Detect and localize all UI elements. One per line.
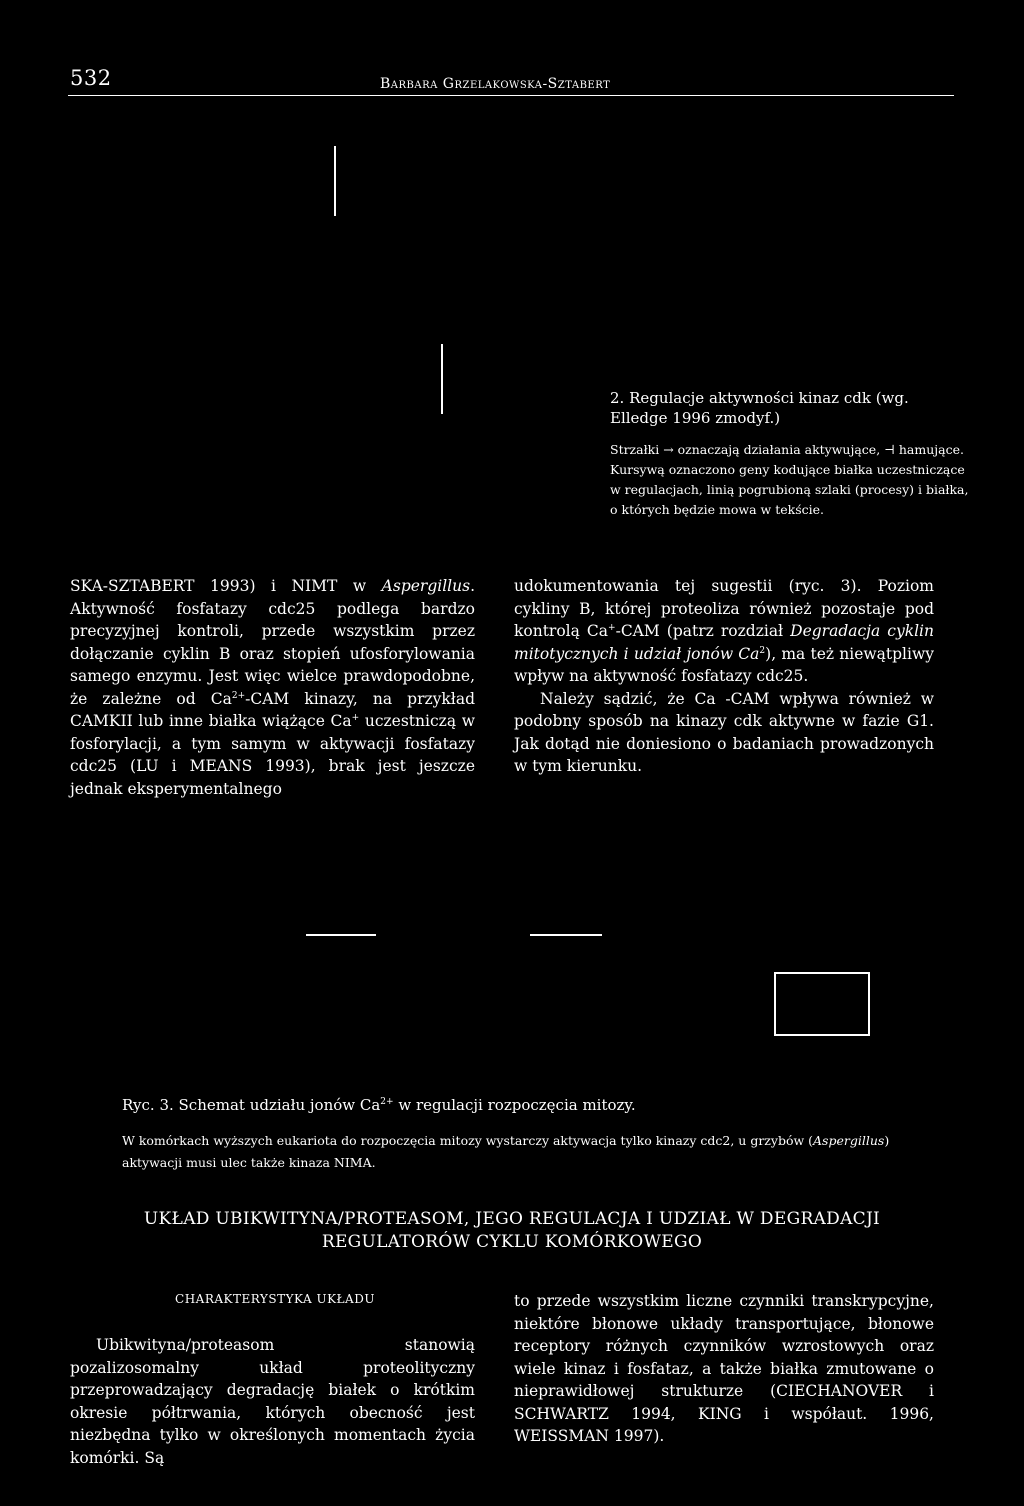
section-title-line1: UKŁAD UBIKWITYNA/PROTEASOM, JEGO REGULACJA I UDZIAŁ W DEGRADACJI — [143, 1209, 881, 1229]
figure3-note — [122, 1130, 952, 1174]
figure3-note-italic: Aspergillus — [813, 1133, 885, 1148]
left-text-italic: Aspergillus — [381, 577, 471, 595]
header-rule — [68, 95, 954, 96]
right-sup-1: + — [608, 622, 616, 633]
running-head: Barbara Grzelakowska-Sztabert — [380, 76, 611, 92]
left-paragraph — [70, 575, 475, 800]
right-text-c: ), ma też niewątpliwy wpływ na aktywność fosfatazy cdc25. — [514, 644, 934, 685]
figure3-line-left — [306, 934, 376, 936]
figure2-caption: 2. Regulacje aktywności kinaz cdk (wg. Elledge 1996 zmodyf.) — [610, 389, 909, 427]
figure3-caption-sup: 2+ — [380, 1097, 394, 1107]
figure2-line-mid — [441, 344, 443, 414]
right-paragraph-2: Należy sądzić, że Ca -CAM wpływa również w podobny sposób na kinazy cdk aktywne w fazie G1. Jak dotąd nie doniesiono o badaniach prowadzonych w tym kierunku. — [514, 689, 934, 775]
section-title — [70, 1208, 954, 1254]
section-right-text: to przede wszystkim liczne czynniki transkrypcyjne, niektóre błonowe układy transportujące, błonowe receptory różnych czynników wzrostowych oraz wiele kinaz i fosfataz, a także białka zmutowane o nieprawidłowej strukturze (CIECHANOVER i SCHWARTZ 1994, KING i współaut. 1996, WEISSMAN 1997). — [514, 1292, 934, 1445]
left-column — [70, 575, 475, 800]
figure3-line-right — [530, 934, 602, 936]
figure3-note-a: W komórkach wyższych eukariota do rozpoczęcia mitozy wystarczy aktywacja tylko kinazy cdc2, u grzybów ( — [122, 1133, 814, 1148]
left-text-a: SKA-SZTABERT 1993) i NIMT w — [70, 577, 382, 595]
figure3-caption — [122, 1096, 636, 1114]
left-text-d: uczestniczą w fosforylacji, a tym samym w aktywacji fosfatazy cdc25 (LU i MEANS 1993), brak jest jeszcze jednak eksperymentalnego — [70, 712, 475, 798]
right-sup-2: 2 — [759, 645, 766, 656]
section-title-line2: REGULATORÓW CYKLU KOMÓRKOWEGO — [321, 1232, 703, 1252]
left-text-c: -CAM kinazy, na przykład CAMKII lub inne białka wiążące Ca — [70, 689, 475, 730]
figure3-caption-a: Ryc. 3. Schemat udziału jonów Ca — [122, 1096, 381, 1114]
section-left-text: Ubikwityna/proteasom stanowią pozalizosomalny układ proteolityczny przeprowadzający degradację białek o krótkim okresie półtrwania, których obecność jest niezbędna tylko w określonych momentach życia komórki. Są — [70, 1336, 475, 1467]
right-text-b: -CAM (patrz rozdział — [615, 622, 791, 640]
figure2-legend: Strzałki → oznaczają działania aktywujące, ⊣ hamujące. Kursywą oznaczono geny kodujące białka uczestniczące w regulacjach, linią pogrubioną szlaki (procesy) i białka, o których będzie mowa w tekście. — [610, 442, 969, 517]
left-text-b: . Aktywność fosfatazy cdc25 podlega bardzo precyzyjnej kontroli, przede wszystkim przez dołączanie cyklin B oraz stopień ufosforylowania samego enzymu. Jest więc wielce prawdopodobne, że zależne od Ca — [70, 577, 475, 708]
figure3-caption-b: w regulacji rozpoczęcia mitozy. — [393, 1096, 636, 1114]
right-text-a: udokumentowania tej sugestii (ryc. 3). Poziom cykliny B, której proteoliza również pozostaje pod kontrolą Ca — [514, 577, 934, 640]
figure2-line-top — [334, 146, 336, 216]
subheading: CHARAKTERYSTYKA UKŁADU — [175, 1292, 375, 1306]
figure3-box — [774, 972, 870, 1036]
right-paragraph-1 — [514, 575, 934, 688]
right-text-italic: Degradacja cyklin mitotycznych i udział jonów Ca — [514, 622, 934, 663]
left-sup-1: 2+ — [231, 690, 246, 701]
page-number: 532 — [70, 66, 112, 90]
left-sup-2: + — [351, 712, 360, 723]
right-column — [514, 575, 934, 778]
figure3-note-b: ) aktywacji musi ulec także kinaza NIMA. — [122, 1133, 890, 1170]
